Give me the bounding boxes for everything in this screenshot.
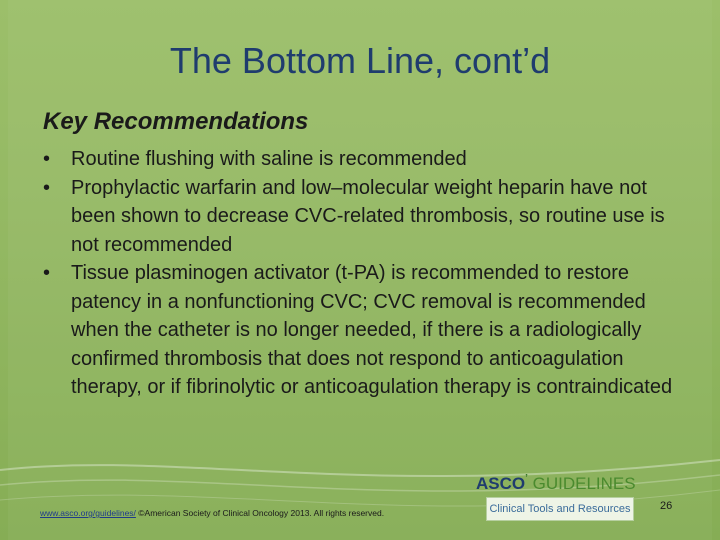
footer bbox=[40, 508, 384, 518]
asco-guidelines-logo bbox=[472, 474, 642, 522]
bullet-icon: • bbox=[43, 176, 51, 199]
bullet-text: Prophylactic warfarin and low–molecular weight heparin have not been shown to decrease CVC-related thrombosis, so routine use is not recommended bbox=[71, 176, 665, 256]
slide-title: The Bottom Line, cont’d bbox=[169, 40, 551, 81]
bullet-item bbox=[43, 259, 683, 402]
bullet-icon: • bbox=[43, 148, 51, 170]
logo-asco: ASCO bbox=[476, 474, 526, 493]
guidelines-link[interactable]: www.asco.org/guidelines/ bbox=[40, 508, 136, 518]
logo-tagline: Clinical Tools and Resources bbox=[486, 497, 634, 521]
logo-tick: ’ bbox=[525, 473, 528, 484]
copyright-text: ©American Society of Clinical Oncology 2013. All rights reserved. bbox=[135, 508, 385, 518]
slide-subtitle: Key Recommendations bbox=[43, 108, 309, 135]
bullet-text: Routine flushing with saline is recommended bbox=[71, 148, 467, 170]
bullet-icon: • bbox=[43, 262, 51, 284]
logo-wordmark bbox=[476, 474, 636, 494]
bullet-list bbox=[43, 145, 683, 402]
logo-guidelines: GUIDELINES bbox=[532, 474, 636, 493]
bullet-text: Tissue plasminogen activator (t-PA) is recommended to restore patency in a nonfunctioning CVC; CVC removal is recommended when the catheter is no longer needed, if there is a radiologically confirmed thrombosis that does not respond to anticoagulation therapy, or if fibrinolytic or anticoagulation therapy is contraindicated bbox=[71, 262, 673, 398]
bullet-item bbox=[43, 145, 683, 174]
page-number: 26 bbox=[660, 500, 673, 512]
bullet-item bbox=[43, 174, 683, 260]
